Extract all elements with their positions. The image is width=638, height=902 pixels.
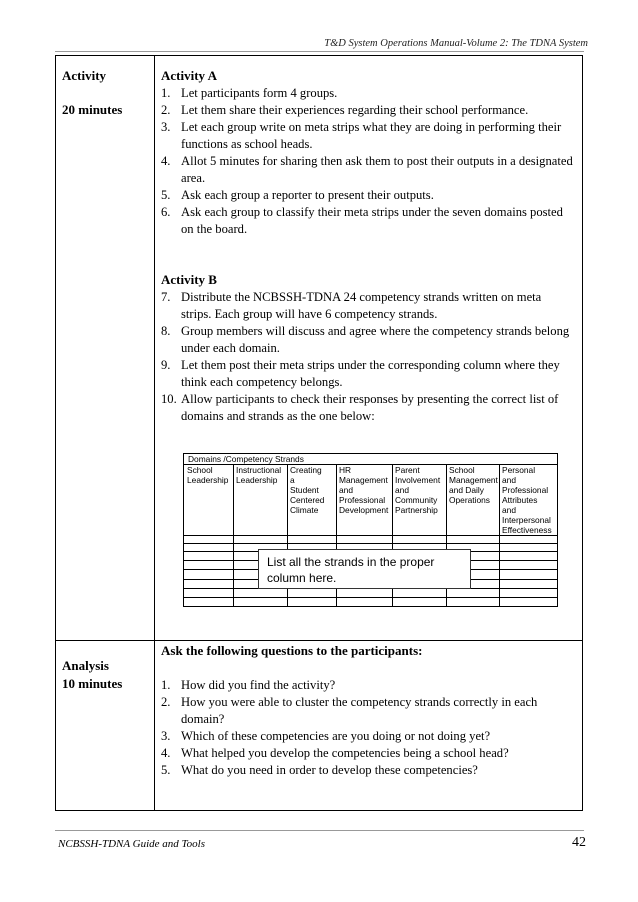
list-item [161,187,573,204]
list-item-number: 9. [161,358,171,372]
list-item-number: 4. [161,154,171,168]
list-item-text: Group members will discuss and agree where the competency strands belong under each domain. [181,324,570,355]
list-item [161,391,573,425]
list-item-text: Ask each group a reporter to present their outputs. [181,188,434,202]
list-item-number: 4. [161,746,171,760]
list-item-number: 2. [161,695,171,709]
domains-table-row-rule [184,543,557,544]
domain-column-header: Parent Involvement and Community Partnership [395,465,441,515]
list-item-number: 8. [161,324,171,338]
list-item [161,677,573,694]
list-item-text: Let participants form 4 groups. [181,86,338,100]
domains-table-caption: Domains /Competency Strands [188,454,304,464]
list-item [161,357,573,391]
list-item-text: Let each group write on meta strips what they are doing in performing their functions as school heads. [181,120,562,151]
analysis-label: Analysis [62,658,109,673]
footer-title: NCBSSH-TDNA Guide and Tools [58,838,205,850]
list-item-number: 5. [161,763,171,777]
running-header: T&D System Operations Manual-Volume 2: The TDNA System [324,38,588,49]
list-item-number: 1. [161,86,171,100]
domain-column-header: Personal and Professional Attributes and Interpersonal Effectiveness [502,465,552,535]
list-item [161,204,573,238]
list-item-number: 10. [161,392,177,406]
list-item-number: 1. [161,678,171,692]
list-item-text: What do you need in order to develop these competencies? [181,763,478,777]
list-item-text: Which of these competencies are you doing or not doing yet? [181,729,491,743]
list-item [161,745,573,762]
activity-label: Activity [62,68,107,83]
list-item-text: Let them share their experiences regarding their school performance. [181,103,529,117]
activity-b-title: Activity B [161,272,217,287]
list-item [161,153,573,187]
list-item-number: 5. [161,188,171,202]
list-item-text: How you were able to cluster the competency strands correctly in each domain? [181,695,538,726]
list-item-text: Let them post their meta strips under the corresponding column where they think each competency belongs. [181,358,560,389]
list-item [161,119,573,153]
list-item [161,323,573,357]
strands-note-box: List all the strands in the proper column here. [258,549,471,589]
page-number: 42 [572,835,586,850]
list-item [161,728,573,745]
list-item-number: 3. [161,729,171,743]
list-item-text: Distribute the NCBSSH-TDNA 24 competency strands written on meta strips. Each group will have 6 competency strands. [181,290,542,321]
activity-b-list [161,289,573,425]
list-item-text: What helped you develop the competencies being a school head? [181,746,509,760]
domains-table-row-rule [184,535,557,536]
list-item-number: 3. [161,120,171,134]
analysis-question-list [161,677,573,779]
activity-a-list [161,85,573,238]
list-item-number: 6. [161,205,171,219]
list-item-text: Allow participants to check their responses by presenting the correct list of domains and strands as the one below: [181,392,559,423]
domain-column-header: Creating a Student Centered Climate [290,465,325,515]
list-item-text: Allot 5 minutes for sharing then ask them to post their outputs in a designated area. [181,154,573,185]
list-item-number: 2. [161,103,171,117]
list-item [161,762,573,779]
domain-column-header: School Leadership [187,465,229,485]
domain-column-header: Instructional Leadership [236,465,282,485]
table-row-divider [55,640,583,641]
table-column-divider [154,55,155,811]
domain-column-header: HR Management and Professional Development [339,465,389,515]
header-rule [55,51,584,52]
analysis-intro: Ask the following questions to the participants: [161,643,423,658]
list-item [161,694,573,728]
list-item [161,102,573,119]
list-item-number: 7. [161,290,171,304]
list-item [161,289,573,323]
analysis-duration: 10 minutes [62,676,123,691]
domains-table-row-rule [184,597,557,598]
list-item-text: Ask each group to classify their meta strips under the seven domains posted on the board. [181,205,563,236]
list-item-text: How did you find the activity? [181,678,336,692]
footer-rule [55,830,584,831]
list-item [161,85,573,102]
activity-a-title: Activity A [161,68,217,83]
domain-column-header: School Management and Daily Operations [449,465,498,505]
activity-duration: 20 minutes [62,102,123,117]
